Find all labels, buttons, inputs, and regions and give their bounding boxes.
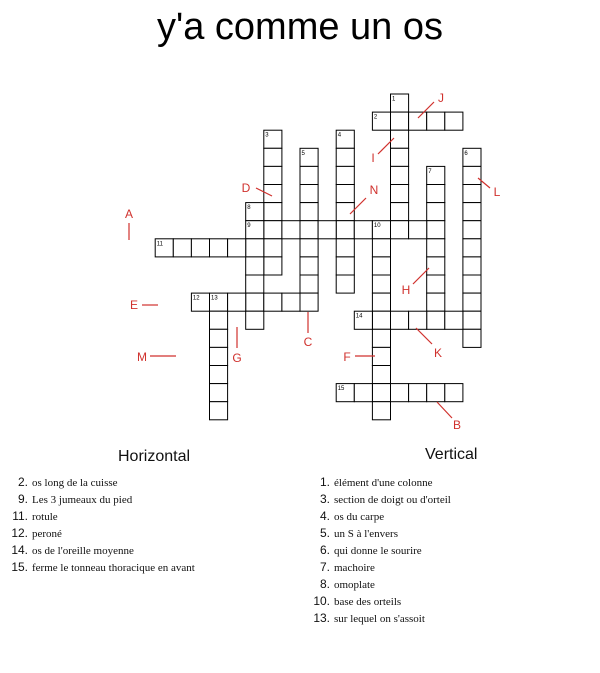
clue-number: 11. <box>12 509 28 523</box>
grid-cell[interactable] <box>228 293 246 311</box>
across-clue-list <box>6 474 195 576</box>
grid-cell[interactable] <box>427 221 445 239</box>
down-clue-list <box>308 474 451 627</box>
down-clue <box>308 542 451 559</box>
grid-cell[interactable] <box>300 257 318 275</box>
grid-cell[interactable] <box>336 148 354 166</box>
cell-number: 14 <box>355 313 363 320</box>
grid-cell[interactable] <box>336 166 354 184</box>
across-clue <box>6 491 195 508</box>
grid-cell[interactable] <box>336 185 354 203</box>
grid-cell[interactable] <box>300 203 318 221</box>
grid-cell[interactable] <box>300 239 318 257</box>
grid-cell[interactable] <box>210 347 228 365</box>
cell-number: 12 <box>192 295 200 302</box>
clue-text: peroné <box>32 528 62 540</box>
grid-cell[interactable] <box>246 239 264 257</box>
grid-cell[interactable] <box>372 402 390 420</box>
grid-cell[interactable] <box>210 366 228 384</box>
grid-cell[interactable] <box>372 311 390 329</box>
grid-cell[interactable] <box>409 384 427 402</box>
grid-cell[interactable] <box>463 185 481 203</box>
cell-number: 1 <box>392 96 396 103</box>
grid-cell[interactable] <box>210 311 228 329</box>
grid-cell[interactable] <box>391 384 409 402</box>
down-clue <box>308 610 451 627</box>
clue-text: Les 3 jumeaux du pied <box>32 494 133 506</box>
grid-cell[interactable] <box>391 203 409 221</box>
marker-label: L <box>493 185 501 199</box>
clue-number: 8. <box>319 577 330 591</box>
grid-cell[interactable] <box>228 239 246 257</box>
grid-cell[interactable] <box>264 203 282 221</box>
grid-cell[interactable] <box>191 239 209 257</box>
grid-cell[interactable] <box>463 203 481 221</box>
grid-cell[interactable] <box>264 221 282 239</box>
cell-number: 4 <box>337 132 342 139</box>
grid-cell[interactable] <box>463 166 481 184</box>
marker-label: H <box>401 283 411 297</box>
grid-cell[interactable] <box>336 257 354 275</box>
grid-cell[interactable] <box>264 166 282 184</box>
grid-cell[interactable] <box>210 329 228 347</box>
grid-cell[interactable] <box>445 384 463 402</box>
grid-cell[interactable] <box>173 239 191 257</box>
marker-label: J <box>438 91 444 105</box>
grid-cell[interactable] <box>372 384 390 402</box>
across-heading: Horizontal <box>118 448 191 465</box>
marker-label: B <box>452 418 462 432</box>
clue-text: os du carpe <box>334 511 385 523</box>
clue-text: os long de la cuisse <box>32 477 118 489</box>
grid-cell[interactable] <box>463 257 481 275</box>
marker-label: A <box>124 207 134 221</box>
grid-cell[interactable] <box>264 257 282 275</box>
grid-cell[interactable] <box>264 148 282 166</box>
grid-cell[interactable] <box>427 185 445 203</box>
cell-number: 11 <box>156 241 163 248</box>
clue-number: 3. <box>319 492 330 506</box>
grid-cell[interactable] <box>264 293 282 311</box>
cell-number: 15 <box>337 386 345 393</box>
grid-cell[interactable] <box>264 239 282 257</box>
marker-label: C <box>303 335 313 349</box>
down-heading: Vertical <box>425 446 478 463</box>
grid-cell[interactable] <box>300 166 318 184</box>
down-clue <box>308 593 451 610</box>
marker-label: F <box>343 350 351 364</box>
grid-cell[interactable] <box>372 293 390 311</box>
grid-cell[interactable] <box>354 221 372 239</box>
clue-text: base des orteils <box>334 596 402 608</box>
down-clue <box>308 559 451 576</box>
across-clue <box>6 559 195 576</box>
grid-cell[interactable] <box>463 329 481 347</box>
grid-cell[interactable] <box>354 384 372 402</box>
clue-text: sur lequel on s'assoit <box>334 613 425 625</box>
clue-number: 6. <box>319 543 330 557</box>
down-clue <box>308 525 451 542</box>
cell-number: 9 <box>247 223 251 230</box>
grid-cell[interactable] <box>463 275 481 293</box>
grid-cell[interactable] <box>372 347 390 365</box>
grid-cell[interactable] <box>391 112 409 130</box>
grid-cell[interactable] <box>391 148 409 166</box>
clue-text: omoplate <box>334 579 375 591</box>
grid-cell[interactable] <box>463 221 481 239</box>
clue-text: os de l'oreille moyenne <box>32 545 134 557</box>
clue-text: section de doigt ou d'orteil <box>334 494 451 506</box>
grid-cell[interactable] <box>391 311 409 329</box>
clue-text: qui donne le sourire <box>334 545 422 557</box>
grid-cell[interactable] <box>427 311 445 329</box>
grid-cell[interactable] <box>372 329 390 347</box>
grid-cell[interactable] <box>463 293 481 311</box>
grid-cell[interactable] <box>409 221 427 239</box>
clue-text: ferme le tonneau thoracique en avant <box>32 562 195 574</box>
grid-cell[interactable] <box>318 221 336 239</box>
down-clue <box>308 576 451 593</box>
clue-number: 14. <box>11 543 28 557</box>
grid-cell[interactable] <box>246 311 264 329</box>
across-clue <box>6 542 195 559</box>
grid-cell[interactable] <box>427 384 445 402</box>
grid-cell[interactable] <box>427 293 445 311</box>
grid-cell[interactable] <box>300 293 318 311</box>
grid-cell[interactable] <box>282 293 300 311</box>
clue-number: 9. <box>17 492 28 506</box>
grid-cell[interactable] <box>409 112 427 130</box>
grid-cell[interactable] <box>246 257 264 275</box>
marker-label: E <box>129 298 139 312</box>
down-clue <box>308 474 451 491</box>
grid-cell[interactable] <box>246 275 264 293</box>
grid-cell[interactable] <box>300 221 318 239</box>
clue-text: rotule <box>32 511 58 523</box>
clue-number: 12. <box>11 526 28 540</box>
down-clue <box>308 508 451 525</box>
grid-cell[interactable] <box>210 384 228 402</box>
clue-number: 4. <box>319 509 330 523</box>
grid-cell[interactable] <box>445 311 463 329</box>
grid-cell[interactable] <box>372 239 390 257</box>
grid-cell[interactable] <box>210 402 228 420</box>
marker-line <box>416 328 432 344</box>
cell-number: 2 <box>373 114 378 121</box>
grid-cell[interactable] <box>427 275 445 293</box>
cell-number: 5 <box>301 150 305 157</box>
grid-cell[interactable] <box>463 239 481 257</box>
grid-cell[interactable] <box>391 185 409 203</box>
grid-cell[interactable] <box>300 275 318 293</box>
cell-number: 6 <box>464 150 468 157</box>
marker-label: I <box>371 151 375 165</box>
marker-label: M <box>137 350 147 364</box>
grid-cell[interactable] <box>409 311 427 329</box>
grid-cell[interactable] <box>336 239 354 257</box>
clue-number: 10. <box>313 594 330 608</box>
marker-label: N <box>369 183 379 197</box>
cell-number: 7 <box>428 168 432 175</box>
grid-cell[interactable] <box>391 166 409 184</box>
clue-number: 5. <box>319 526 330 540</box>
grid-cell[interactable] <box>246 293 264 311</box>
across-clue <box>6 474 195 491</box>
across-clue <box>6 525 195 542</box>
cell-number: 8 <box>247 205 251 212</box>
grid-cell[interactable] <box>445 112 463 130</box>
grid-cell[interactable] <box>336 275 354 293</box>
page-title: y'a comme un os <box>156 6 444 48</box>
clue-text: un S à l'envers <box>334 528 398 540</box>
down-clue <box>308 491 451 508</box>
clue-number: 13. <box>313 611 330 625</box>
grid-cell[interactable] <box>427 203 445 221</box>
cell-number: 10 <box>373 223 381 230</box>
clue-text: machoire <box>334 562 375 574</box>
clue-number: 1. <box>319 475 330 489</box>
grid-cell[interactable] <box>463 311 481 329</box>
grid-cell[interactable] <box>372 366 390 384</box>
grid-cell[interactable] <box>427 239 445 257</box>
grid-cell[interactable] <box>391 221 409 239</box>
cell-number: 13 <box>211 295 218 302</box>
grid-cell[interactable] <box>372 275 390 293</box>
grid-cell[interactable] <box>282 221 300 239</box>
cell-number: 3 <box>265 132 269 139</box>
marker-label: K <box>433 346 443 360</box>
clue-number: 15. <box>11 560 28 574</box>
marker-line <box>437 402 452 418</box>
marker-label: G <box>232 351 242 365</box>
grid-cell[interactable] <box>336 221 354 239</box>
grid-cell[interactable] <box>427 112 445 130</box>
clue-number: 2. <box>17 475 28 489</box>
clue-number: 7. <box>319 560 330 574</box>
across-clue <box>6 508 195 525</box>
marker-label: D <box>241 181 251 195</box>
grid-cell[interactable] <box>372 257 390 275</box>
grid-cell[interactable] <box>427 257 445 275</box>
grid-cell[interactable] <box>210 239 228 257</box>
grid-cell[interactable] <box>300 185 318 203</box>
clue-text: élément d'une colonne <box>334 477 433 489</box>
